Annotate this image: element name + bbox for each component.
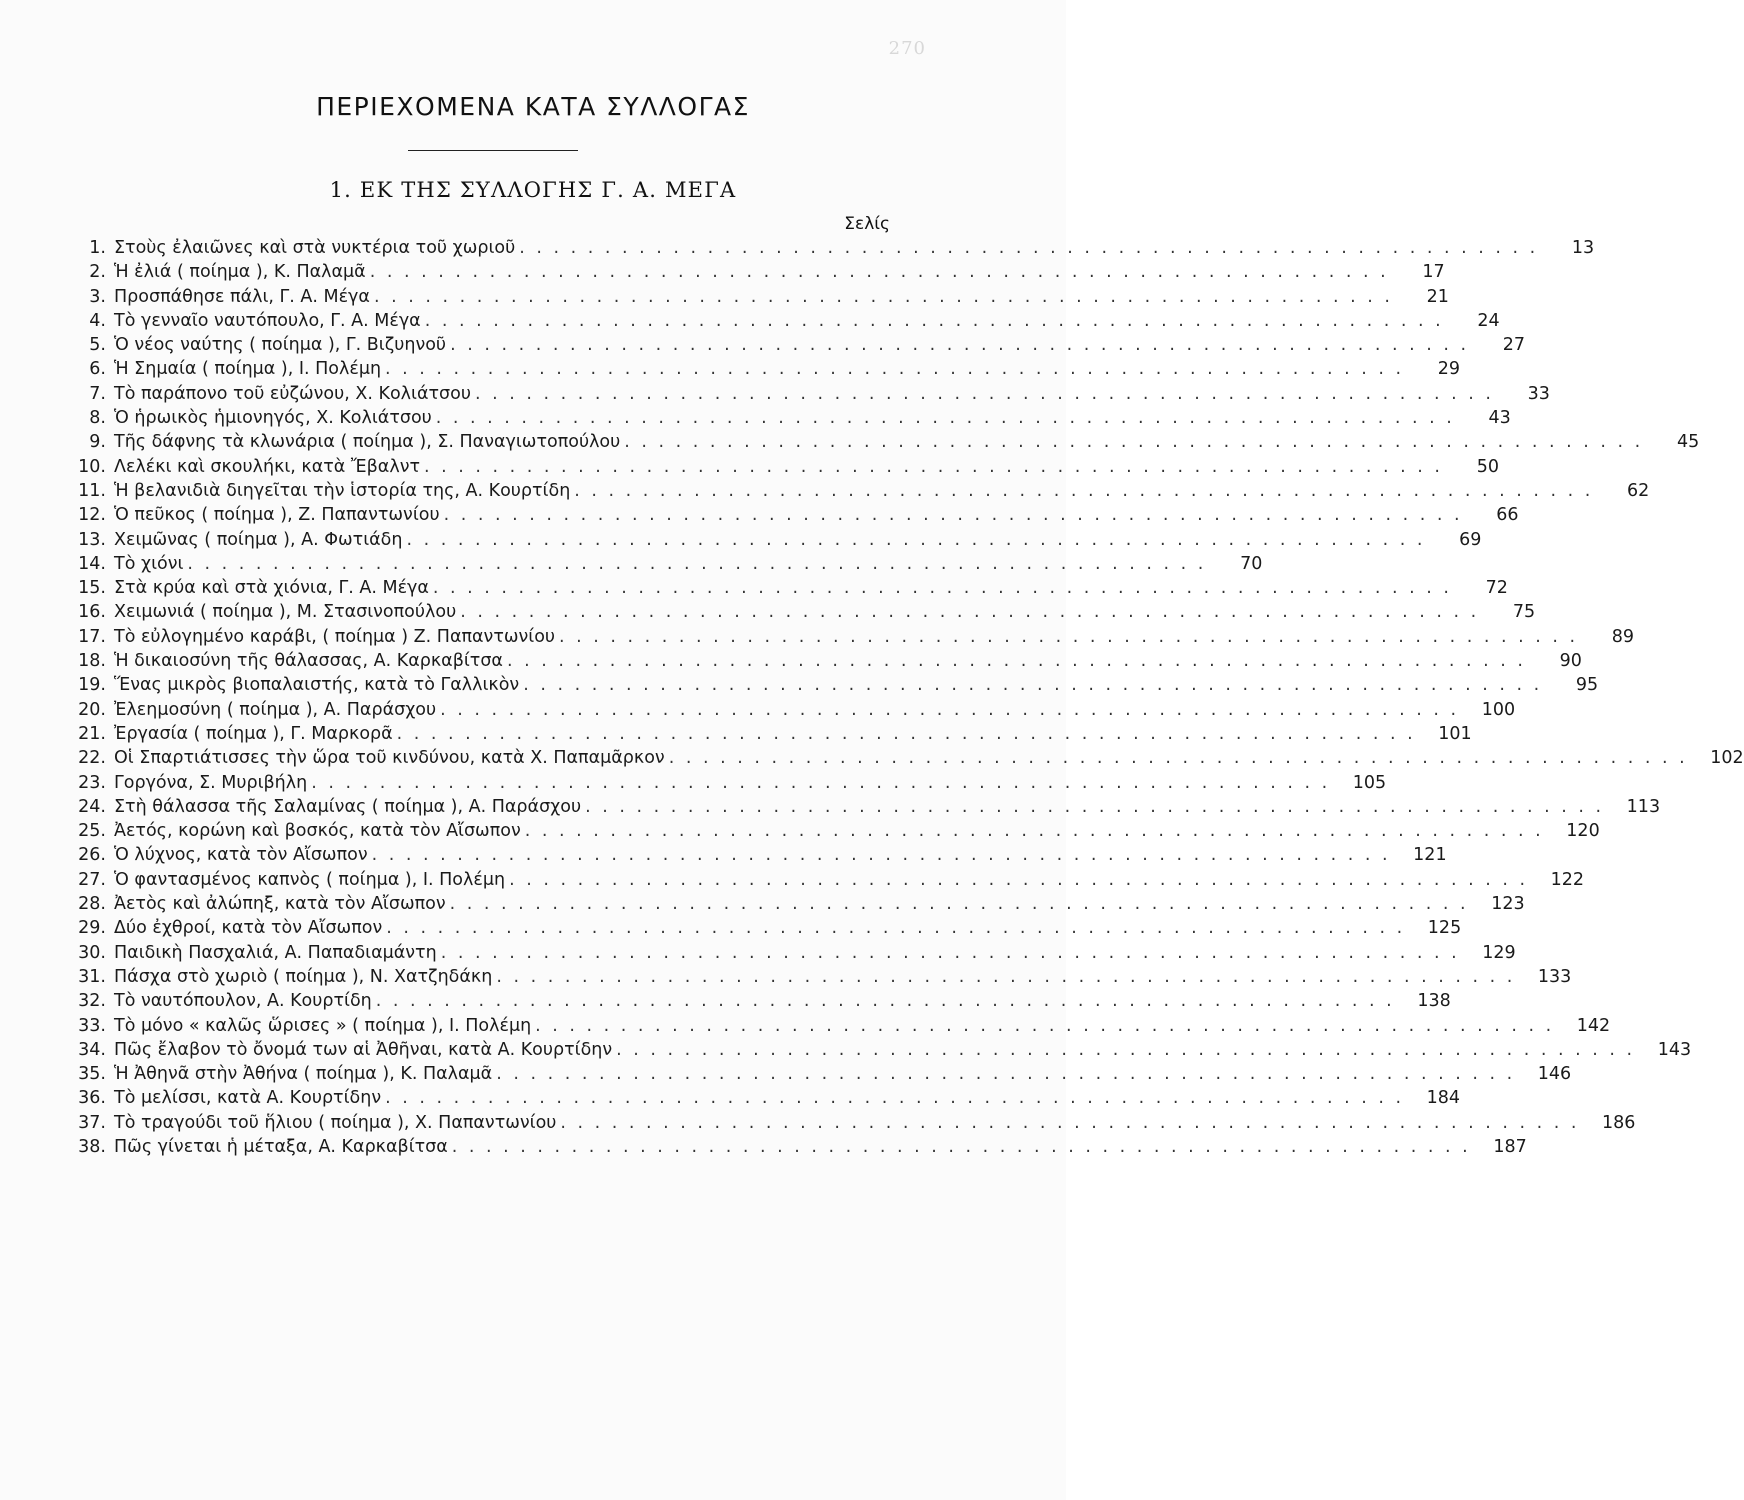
toc-entry-number: 34. [78,1039,106,1060]
dot-leader: . . . . . . . . . . . . . . . . . . . . . . . . . . . . . . . . . . . . . . . . . . . . . . . . . . . . . . . . . . . . [496,1064,1516,1085]
toc-entry [60,771,1387,795]
toc-entry-page: 123 [1491,894,1525,915]
toc-entry-title: Τὸ εὐλογημένο καράβι, ( ποίημα ) Ζ. Παπαντωνίου [114,626,556,647]
toc-entry-number: 36. [78,1088,106,1109]
dot-leader: . . . . . . . . . . . . . . . . . . . . . . . . . . . . . . . . . . . . . . . . . . . . . . . . . . . . . . . . . . . . [496,966,1516,987]
toc-entry-number: 31. [78,966,106,987]
toc-entry-title: Τὸ παράπονο τοῦ εὐζώνου, Χ. Κολιάτσου [114,383,471,404]
toc-entry-page: 95 [1575,675,1599,696]
toc-entry-title: Ἐργασία ( ποίημα ), Γ. Μαρκορᾶ [114,723,393,744]
toc-entry-number: 21. [78,723,106,744]
toc-entry-number: 3. [89,286,106,307]
toc-entry [60,1111,1636,1135]
toc-entry [60,382,1550,406]
toc-entry-number: 5. [89,335,106,356]
toc-entry-number: 38. [78,1136,106,1157]
toc-entry-page: 89 [1611,626,1635,647]
toc-entry [60,503,1519,527]
toc-entry [60,260,1445,284]
dot-leader: . . . . . . . . . . . . . . . . . . . . . . . . . . . . . . . . . . . . . . . . . . . . . . . . . . . . . . . . . . . . [440,699,1460,720]
toc-entry-page: 13 [1571,238,1595,258]
toc-entry-number: 9. [89,432,106,453]
toc-entry [60,576,1508,600]
dot-leader: . . . . . . . . . . . . . . . . . . . . . . . . . . . . . . . . . . . . . . . . . . . . . . . . . . . . . . . . . . . . [406,529,1426,550]
toc-entry [60,309,1500,333]
toc-entry [60,1135,1527,1159]
toc-entry [60,868,1585,892]
toc-entry-page: 186 [1601,1112,1636,1133]
toc-entry-number: 32. [78,991,106,1012]
toc-entry-title: Ἀετός, κορώνη καὶ βοσκός, κατὰ τὸν Αἴσωπον [114,821,521,842]
toc-entry [60,455,1499,479]
toc-entry [60,1014,1611,1038]
toc-entry-title: Ἡ ἐλιά ( ποίημα ), Κ. Παλαμᾶ [114,262,366,283]
toc-entry-number: 24. [78,796,106,817]
toc-entry-number: 30. [78,942,106,963]
toc-entry-number: 13. [78,529,106,550]
toc-entry-title: Χειμῶνας ( ποίημα ), Α. Φωτιάδη [114,529,403,550]
toc-entry [60,552,1263,576]
dot-leader: . . . . . . . . . . . . . . . . . . . . . . . . . . . . . . . . . . . . . . . . . . . . . . . . . . . . . . . . . . . . [624,432,1644,453]
dot-leader: . . . . . . . . . . . . . . . . . . . . . . . . . . . . . . . . . . . . . . . . . . . . . . . . . . . . . . . . . . . . [386,918,1406,939]
toc-entry-number: 4. [89,310,106,331]
toc-entry-page: 102 [1710,748,1744,769]
dot-leader: . . . . . . . . . . . . . . . . . . . . . . . . . . . . . . . . . . . . . . . . . . . . . . . . . . . . . . . . . . . . [311,772,1331,793]
dot-leader: . . . . . . . . . . . . . . . . . . . . . . . . . . . . . . . . . . . . . . . . . . . . . . . . . . . . . . . . . . . . [449,894,1469,915]
dot-leader: . . . . . . . . . . . . . . . . . . . . . . . . . . . . . . . . . . . . . . . . . . . . . . . . . . . . . . . . . . . . [474,383,1494,404]
dot-leader: . . . . . . . . . . . . . . . . . . . . . . . . . . . . . . . . . . . . . . . . . . . . . . . . . . . . . . . . . . . . [506,651,1526,672]
dot-leader: . . . . . . . . . . . . . . . . . . . . . . . . . . . . . . . . . . . . . . . . . . . . . . . . . . . . . . . . . . . . [560,1112,1580,1133]
dot-leader: . . . . . . . . . . . . . . . . . . . . . . . . . . . . . . . . . . . . . . . . . . . . . . . . . . . . . . . . . . . . [443,505,1463,526]
toc-entry [60,625,1635,649]
dot-leader: . . . . . . . . . . . . . . . . . . . . . . . . . . . . . . . . . . . . . . . . . . . . . . . . . . . . . . . . . . . . [373,286,1393,307]
toc-entry [60,430,1700,454]
toc-entry [60,989,1451,1013]
toc-entry-title: Ἡ Ἀθηνᾶ στὴν Ἀθήνα ( ποίημα ), Κ. Παλαμᾶ [114,1064,493,1085]
toc-entry [60,965,1572,989]
toc-entry-page: 50 [1476,456,1499,477]
toc-entry [60,357,1461,381]
toc-entry [60,1086,1461,1110]
dot-leader: . . . . . . . . . . . . . . . . . . . . . . . . . . . . . . . . . . . . . . . . . . . . . . . . . . . . . . . . . . . . [187,553,1207,574]
dot-leader: . . . . . . . . . . . . . . . . . . . . . . . . . . . . . . . . . . . . . . . . . . . . . . . . . . . . . . . . . . . . [371,845,1391,866]
toc-entry-number: 22. [78,748,106,769]
toc-entry-number: 2. [89,262,106,283]
dot-leader: . . . . . . . . . . . . . . . . . . . . . . . . . . . . . . . . . . . . . . . . . . . . . . . . . . . . . . . . . . . . [450,335,1470,356]
page-column-header: Σελίς [844,214,890,234]
toc-entry-number: 14. [78,553,106,574]
toc-entry-title: Τὸ τραγούδι τοῦ ἥλιου ( ποίημα ), Χ. Παπαντωνίου [114,1112,557,1133]
toc-entry-page: 133 [1537,966,1572,987]
toc-entry-title: Ὁ φαντασμένος καπνὸς ( ποίημα ), Ι. Πολέμη [114,869,506,890]
dot-leader: . . . . . . . . . . . . . . . . . . . . . . . . . . . . . . . . . . . . . . . . . . . . . . . . . . . . . . . . . . . . [451,1136,1471,1157]
dot-leader: . . . . . . . . . . . . . . . . . . . . . . . . . . . . . . . . . . . . . . . . . . . . . . . . . . . . . . . . . . . . [524,821,1544,842]
dot-leader: . . . . . . . . . . . . . . . . . . . . . . . . . . . . . . . . . . . . . . . . . . . . . . . . . . . . . . . . . . . . [519,238,1539,258]
toc-entry-number: 26. [78,845,106,866]
toc-entry-page: 138 [1417,991,1451,1012]
toc-entry [60,600,1536,624]
toc-entry-page: 75 [1512,602,1536,623]
toc-entry-page: 70 [1240,553,1263,574]
toc-entry-number: 25. [78,821,106,842]
toc-entry-title: Ἀετὸς καὶ ἀλώπηξ, κατὰ τὸν Αἴσωπον [114,894,446,915]
toc-entry-page: 17 [1422,262,1445,283]
toc-entry-title: Χειμωνιά ( ποίημα ), Μ. Στασινοπούλου [114,602,457,623]
toc-entry-number: 37. [78,1112,106,1133]
toc-entry-number: 23. [78,772,106,793]
toc-entry-number: 10. [78,456,106,477]
toc-entry-title: Ὁ πεῦκος ( ποίημα ), Ζ. Παπαντωνίου [114,505,440,526]
table-of-contents [60,236,1744,1159]
toc-entry [60,1062,1572,1086]
dot-leader: . . . . . . . . . . . . . . . . . . . . . . . . . . . . . . . . . . . . . . . . . . . . . . . . . . . . . . . . . . . . [396,723,1416,744]
toc-entry [60,285,1449,309]
toc-entry-number: 33. [78,1015,106,1036]
dot-leader: . . . . . . . . . . . . . . . . . . . . . . . . . . . . . . . . . . . . . . . . . . . . . . . . . . . . . . . . . . . . [585,796,1605,817]
toc-entry-page: 125 [1427,918,1462,939]
toc-entry-number: 12. [78,505,106,526]
toc-entry-title: Τῆς δάφνης τὰ κλωνάρια ( ποίημα ), Σ. Παναγιωτοπούλου [114,432,621,453]
toc-entry [60,649,1582,673]
toc-entry-title: Τὸ μόνο « καλῶς ὥρισες » ( ποίημα ), Ι. Πολέμη [114,1015,532,1036]
dot-leader: . . . . . . . . . . . . . . . . . . . . . . . . . . . . . . . . . . . . . . . . . . . . . . . . . . . . . . . . . . . . [574,480,1594,501]
toc-entry-title: Τὸ μελίσσι, κατὰ Α. Κουρτίδην [114,1088,382,1109]
toc-entry-page: 142 [1576,1015,1611,1036]
toc-entry-number: 15. [78,578,106,599]
toc-entry-title: Τὸ ναυτόπουλον, Α. Κουρτίδη [114,991,372,1012]
dot-leader: . . . . . . . . . . . . . . . . . . . . . . . . . . . . . . . . . . . . . . . . . . . . . . . . . . . . . . . . . . . . [424,456,1443,477]
dot-leader: . . . . . . . . . . . . . . . . . . . . . . . . . . . . . . . . . . . . . . . . . . . . . . . . . . . . . . . . . . . . [523,675,1543,696]
toc-entry-page: 184 [1426,1088,1461,1109]
toc-entry-number: 1. [89,238,106,258]
dot-leader: . . . . . . . . . . . . . . . . . . . . . . . . . . . . . . . . . . . . . . . . . . . . . . . . . . . . . . . . . . . . [509,869,1529,890]
toc-entry-title: Στοὺς ἐλαιῶνες καὶ στὰ νυκτέρια τοῦ χωριοῦ [114,238,516,258]
toc-entry-title: Παιδικὴ Πασχαλιά, Α. Παπαδιαμάντη [114,942,437,963]
toc-entry-page: 24 [1477,310,1500,331]
toc-entry-page: 120 [1566,821,1600,842]
toc-entry-page: 21 [1426,286,1449,307]
dot-leader: . . . . . . . . . . . . . . . . . . . . . . . . . . . . . . . . . . . . . . . . . . . . . . . . . . . . . . . . . . . . [535,1015,1555,1036]
toc-entry-page: 129 [1482,942,1516,963]
toc-entry-title: Ἐλεημοσύνη ( ποίημα ), Α. Παράσχου [114,699,437,720]
toc-entry [60,746,1744,770]
toc-entry-page: 66 [1496,505,1519,526]
section-title: 1. ΕΚ ΤΗΣ ΣΥΛΛΟΓΗΣ Γ. Α. ΜΕΓΑ [329,178,737,202]
toc-entry-page: 100 [1481,699,1516,720]
toc-entry [60,819,1600,843]
page-number: 270 [888,38,926,59]
toc-entry-title: Οἱ Σπαρτιάτισσες τὴν ὥρα τοῦ κινδύνου, κατὰ Χ. Παπαμᾶρκον [114,748,665,769]
toc-entry-title: Ἡ Σημαία ( ποίημα ), Ι. Πολέμη [114,359,382,380]
toc-entry [60,479,1650,503]
toc-entry [60,673,1599,697]
toc-entry [60,236,1595,260]
toc-entry-number: 7. [89,383,106,404]
toc-entry-title: Λελέκι καὶ σκουλήκι, κατὰ Ἔβαλντ [114,456,421,477]
toc-entry-page: 72 [1485,578,1508,599]
toc-entry-title: Ὁ ἡρωικὸς ἡμιονηγός, Χ. Κολιάτσου [114,408,432,429]
toc-entry [60,941,1516,965]
toc-entry-page: 101 [1438,723,1472,744]
toc-entry-number: 17. [78,626,106,647]
toc-entry-number: 18. [78,651,106,672]
toc-entry [60,722,1472,746]
toc-entry-page: 143 [1657,1039,1692,1060]
toc-entry [60,698,1516,722]
toc-entry [60,406,1511,430]
dot-leader: . . . . . . . . . . . . . . . . . . . . . . . . . . . . . . . . . . . . . . . . . . . . . . . . . . . . . . . . . . . . [385,1088,1405,1109]
toc-entry [60,892,1525,916]
toc-entry-title: Πῶς γίνεται ἡ μέταξα, Α. Καρκαβίτσα [114,1136,448,1157]
toc-entry-page: 69 [1459,529,1482,550]
toc-entry-page: 33 [1527,383,1550,404]
toc-entry-title: Γοργόνα, Σ. Μυριβήλη [114,772,308,793]
toc-entry-number: 6. [89,359,106,380]
toc-entry-page: 27 [1502,335,1526,356]
toc-entry-page: 62 [1626,480,1650,501]
dot-leader: . . . . . . . . . . . . . . . . . . . . . . . . . . . . . . . . . . . . . . . . . . . . . . . . . . . . . . . . . . . . [375,991,1395,1012]
toc-entry-title: Ὁ νέος ναύτης ( ποίημα ), Γ. Βιζυηνοῦ [114,335,447,356]
dot-leader: . . . . . . . . . . . . . . . . . . . . . . . . . . . . . . . . . . . . . . . . . . . . . . . . . . . . . . . . . . . . [440,942,1460,963]
toc-entry-page: 146 [1537,1064,1572,1085]
toc-entry-title: Πῶς ἔλαβον τὸ ὄνομά των αἱ Ἀθῆναι, κατὰ Α. Κουρτίδην [114,1039,613,1060]
toc-entry-title: Ἡ δικαιοσύνη τῆς θάλασσας, Α. Καρκαβίτσα [114,651,503,672]
toc-entry-page: 122 [1550,869,1585,890]
dot-leader: . . . . . . . . . . . . . . . . . . . . . . . . . . . . . . . . . . . . . . . . . . . . . . . . . . . . . . . . . . . . [424,310,1444,331]
toc-entry-number: 27. [78,869,106,890]
toc-entry-title: Τὸ γενναῖο ναυτόπουλο, Γ. Α. Μέγα [114,310,421,331]
toc-entry [60,795,1661,819]
toc-entry-number: 28. [78,894,106,915]
toc-entry-page: 121 [1413,845,1447,866]
dot-leader: . . . . . . . . . . . . . . . . . . . . . . . . . . . . . . . . . . . . . . . . . . . . . . . . . . . . . . . . . . . . [559,626,1579,647]
toc-entry-number: 29. [78,918,106,939]
toc-entry-title: Στὰ κρύα καὶ στὰ χιόνια, Γ. Α. Μέγα [114,578,429,599]
toc-entry-number: 20. [78,699,106,720]
toc-entry-page: 29 [1437,359,1461,380]
toc-entry-title: Τὸ χιόνι [114,553,184,574]
toc-entry-page: 90 [1559,651,1582,672]
dot-leader: . . . . . . . . . . . . . . . . . . . . . . . . . . . . . . . . . . . . . . . . . . . . . . . . . . . . . . . . . . . . [369,262,1389,283]
toc-entry-page: 113 [1626,796,1661,817]
title-divider [408,150,578,151]
dot-leader: . . . . . . . . . . . . . . . . . . . . . . . . . . . . . . . . . . . . . . . . . . . . . . . . . . . . . . . . . . . . [668,748,1688,769]
toc-entry-page: 43 [1488,408,1511,429]
dot-leader: . . . . . . . . . . . . . . . . . . . . . . . . . . . . . . . . . . . . . . . . . . . . . . . . . . . . . . . . . . . . [616,1039,1636,1060]
toc-entry [60,916,1462,940]
toc-entry [60,528,1482,552]
dot-leader: . . . . . . . . . . . . . . . . . . . . . . . . . . . . . . . . . . . . . . . . . . . . . . . . . . . . . . . . . . . . [435,408,1455,429]
toc-entry-number: 19. [78,675,106,696]
toc-entry-title: Στὴ θάλασσα τῆς Σαλαμίνας ( ποίημα ), Α. Παράσχου [114,796,582,817]
toc-entry-title: Πάσχα στὸ χωριὸ ( ποίημα ), Ν. Χατζηδάκη [114,966,493,987]
toc-entry [60,843,1447,867]
page-title: ΠΕΡΙΕΧΟΜΕΝΑ ΚΑΤΑ ΣΥΛΛΟΓΑΣ [316,92,750,121]
toc-entry-title: Ὁ λύχνος, κατὰ τὸν Αἴσωπον [114,845,368,866]
toc-entry-page: 45 [1676,432,1700,453]
dot-leader: . . . . . . . . . . . . . . . . . . . . . . . . . . . . . . . . . . . . . . . . . . . . . . . . . . . . . . . . . . . . [432,578,1452,599]
toc-entry-number: 11. [78,480,106,501]
toc-entry-title: Δύο ἐχθροί, κατὰ τὸν Αἴσωπον [114,918,383,939]
toc-entry [60,1038,1692,1062]
toc-entry-page: 105 [1352,772,1387,793]
toc-entry-page: 187 [1493,1136,1527,1157]
dot-leader: . . . . . . . . . . . . . . . . . . . . . . . . . . . . . . . . . . . . . . . . . . . . . . . . . . . . . . . . . . . . [460,602,1480,623]
toc-entry-number: 16. [78,602,106,623]
toc-entry-title: Προσπάθησε πάλι, Γ. Α. Μέγα [114,286,370,307]
toc-entry-title: Ἕνας μικρὸς βιοπαλαιστής, κατὰ τὸ Γαλλικὸν [114,675,520,696]
toc-entry-title: Ἡ βελανιδιὰ διηγεῖται τὴν ἱστορία της, Α. Κουρτίδη [114,480,571,501]
toc-entry [60,333,1526,357]
toc-entry-number: 8. [89,408,106,429]
dot-leader: . . . . . . . . . . . . . . . . . . . . . . . . . . . . . . . . . . . . . . . . . . . . . . . . . . . . . . . . . . . . [385,359,1405,380]
toc-entry-number: 35. [78,1064,106,1085]
